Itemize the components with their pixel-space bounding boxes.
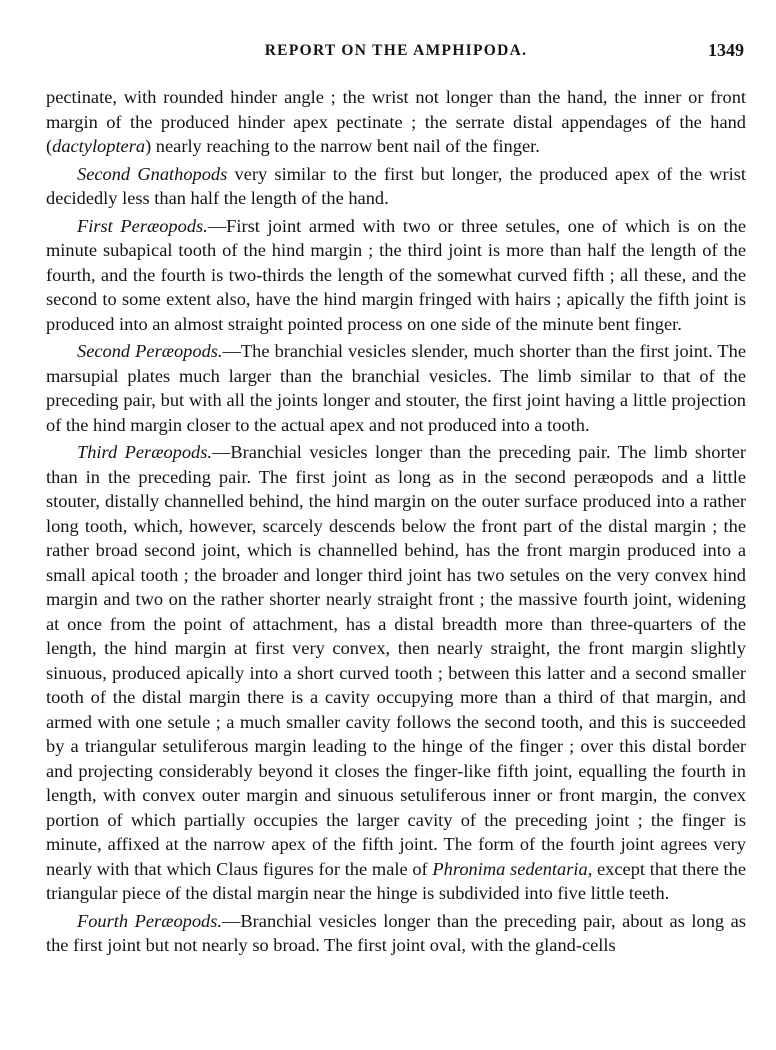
- paragraph-third-peraeopods: [46, 440, 746, 906]
- section-heading: Fourth Peræopods.: [77, 910, 223, 931]
- paragraph-text: pectinate, with rounded hinder angle ; the wrist not longer than the hand, the inner or front margin of the produced hinder apex pectinate ; the serrate distal appendages of the hand (: [46, 87, 746, 156]
- paragraph-fourth-peraeopods: [46, 909, 746, 958]
- section-heading: First Peræopods.: [77, 215, 208, 236]
- section-heading: Second Peræopods.: [77, 341, 223, 361]
- section-heading: Second Gnathopods: [77, 163, 228, 184]
- paragraph-continued: [46, 85, 746, 159]
- paragraph-text: —Branchial vesicles longer than the preceding pair, about as long as the first joint but not nearly so broad. The first joint oval, with the gland-cells: [46, 910, 746, 955]
- page-number: 1349: [708, 40, 744, 60]
- paragraph-second-peraeopods: [46, 339, 746, 437]
- paragraph-first-peraeopods: [46, 214, 746, 337]
- paragraph-text: —First joint armed with two or three setules, one of which is on the minute subapical tooth of the hind margin ; the third joint is more than half the length of the fourth, and the fourth is two-thirds the length of the somewhat curved fifth ; all these, and the second to some extent also, have the hind margin fringed with hairs ; apically the fifth joint is produced into an almost straight pointed process on one side of the minute bent finger.: [46, 215, 746, 334]
- taxon-term: dactyloptera: [52, 136, 146, 156]
- paragraph-text: —Branchial vesicles longer than the preceding pair. The limb shorter than in the preceding pair. The first joint as long as in the second peræopods and a little stouter, distally channelled behind, the hind margin on the outer surface produced into a rather long tooth, which, however, scarcely descends below the front part of the distal margin ; the rather broad second joint, which is channelled behind, has the front margin produced into a small apical tooth ; the broader and longer third joint has two setules on the very convex hind margin and two on the rather shorter nearly straight front ; the massive fourth joint, widening at once from the point of attachment, has a distal breadth more than three-quarters of the length, the hind margin at first very convex, then nearly straight, the front margin slightly sinuous, produced apically into a short curved tooth ; between this latter and a second smaller tooth of the distal margin there is a cavity occupying more than a third of that margin, and armed with one setule ; a much smaller cavity follows the second tooth, and this is succeeded by a triangular setuliferous margin leading to the hinge of the finger ; over this distal border and projecting considerably beyond it closes the finger-like fifth joint, equalling the fourth in length, with convex outer margin and sinuous setuliferous inner or front margin, the convex portion of which partially occupies the larger cavity of the preceding joint ; the finger is minute, affixed at the narrow apex of the fifth joint. The form of the fourth joint agrees very nearly with that which Claus figures for the male of: [46, 442, 747, 879]
- paragraph-text: , except that there the triangular piece of the distal margin near the hinge is subdivided into five little teeth.: [46, 858, 747, 903]
- paragraph-text: ) nearly reaching to the narrow bent nail of the finger.: [145, 136, 540, 156]
- taxon-term: Phronima sedentaria: [432, 858, 588, 879]
- running-title: REPORT ON THE AMPHIPODA.: [264, 42, 528, 59]
- paragraph-text: —The branchial vesicles slender, much shorter than the first joint. The marsupial plates much larger than the branchial vesicles. The limb similar to that of the preceding pair, but with all the joints longer and stouter, the first joint having a little projection of the hind margin closer to the actual apex and not produced into a tooth.: [46, 341, 746, 435]
- running-header: [46, 40, 746, 66]
- section-heading: Third Peræopods.: [77, 442, 213, 462]
- paragraph-second-gnathopods: [46, 162, 746, 211]
- paragraph-text: very similar to the first but longer, the produced apex of the wrist decidedly less than half the length of the hand.: [46, 163, 746, 208]
- body-text: [46, 85, 746, 961]
